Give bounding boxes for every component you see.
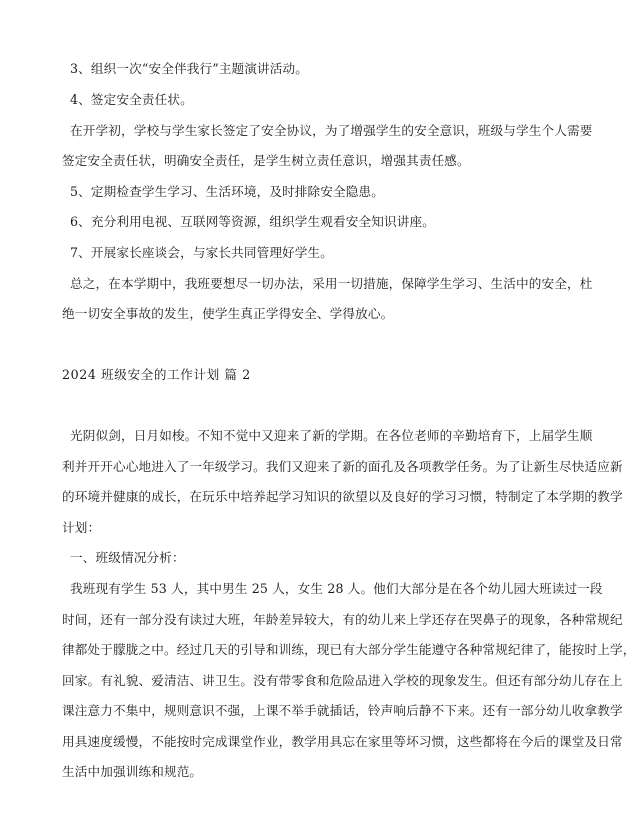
paragraph-line: 回家。有礼貌、爱清洁、讲卫生。没有带零食和危险品进入学校的现象发生。但还有部分幼儿存在上 [62, 673, 623, 688]
section-heading: 2024 班级安全的工作计划 篇 2 [62, 367, 251, 382]
paragraph-line: 签定安全责任状，明确安全责任，是学生树立责任意识，增强其责任感。 [62, 153, 470, 168]
list-item-3: 3、组织一次“安全伴我行”主题演讲活动。 [70, 61, 308, 76]
paragraph-line: 在开学初，学校与学生家长签定了安全协议，为了增强学生的安全意识，班级与学生个人需要 [70, 123, 593, 138]
paragraph-line: 计划： [62, 520, 101, 535]
paragraph-line: 生活中加强训练和规范。 [62, 764, 203, 779]
paragraph-line: 利并开开心心地进入了一年级学习。我们又迎来了新的面孔及各项教学任务。为了让新生尽快适应新 [62, 459, 623, 474]
list-item-7: 7、开展家长座谈会，与家长共同管理好学生。 [70, 245, 334, 260]
list-item-5: 5、定期检查学生学习、生活环境，及时排除安全隐患。 [70, 184, 385, 199]
paragraph-line: 总之，在本学期中，我班要想尽一切办法，采用一切措施，保障学生学习、生活中的安全，杜 [70, 276, 593, 291]
list-item-6: 6、充分利用电视、互联网等资源，组织学生观看安全知识讲座。 [70, 214, 435, 229]
paragraph-line: 用具速度缓慢，不能按时完成课堂作业，教学用具忘在家里等坏习惯，这些都将在今后的课堂及日常 [62, 734, 623, 749]
paragraph-line: 课注意力不集中，规则意识不强，上课不举手就插话，铃声响后静不下来。还有一部分幼儿收拿教学 [62, 703, 623, 718]
subheading: 一、班级情况分析： [70, 550, 185, 565]
paragraph-line: 绝一切安全事故的发生，使学生真正学得安全、学得放心。 [62, 306, 394, 321]
paragraph-line: 时间，还有一部分没有读过大班，年龄差异较大，有的幼儿来上学还存在哭鼻子的现象，各种常规纪 [62, 612, 623, 627]
paragraph-line: 光阴似剑，日月如梭。不知不觉中又迎来了新的学期。在各位老师的辛勤培育下，上届学生顺 [70, 428, 593, 443]
list-item-4: 4、签定安全责任状。 [70, 92, 193, 107]
paragraph-line: 的环境并健康的成长，在玩乐中培养起学习知识的欲望以及良好的学习习惯，特制定了本学期的教学 [62, 489, 623, 504]
paragraph-line: 律都处于朦胧之中。经过几天的引导和训练，现已有大部分学生能遵守各种常规纪律了，能按时上学， [62, 642, 635, 657]
paragraph-line: 我班现有学生 53 人，其中男生 25 人，女生 28 人。他们大部分是在各个幼儿园大班读过一段 [70, 581, 603, 596]
